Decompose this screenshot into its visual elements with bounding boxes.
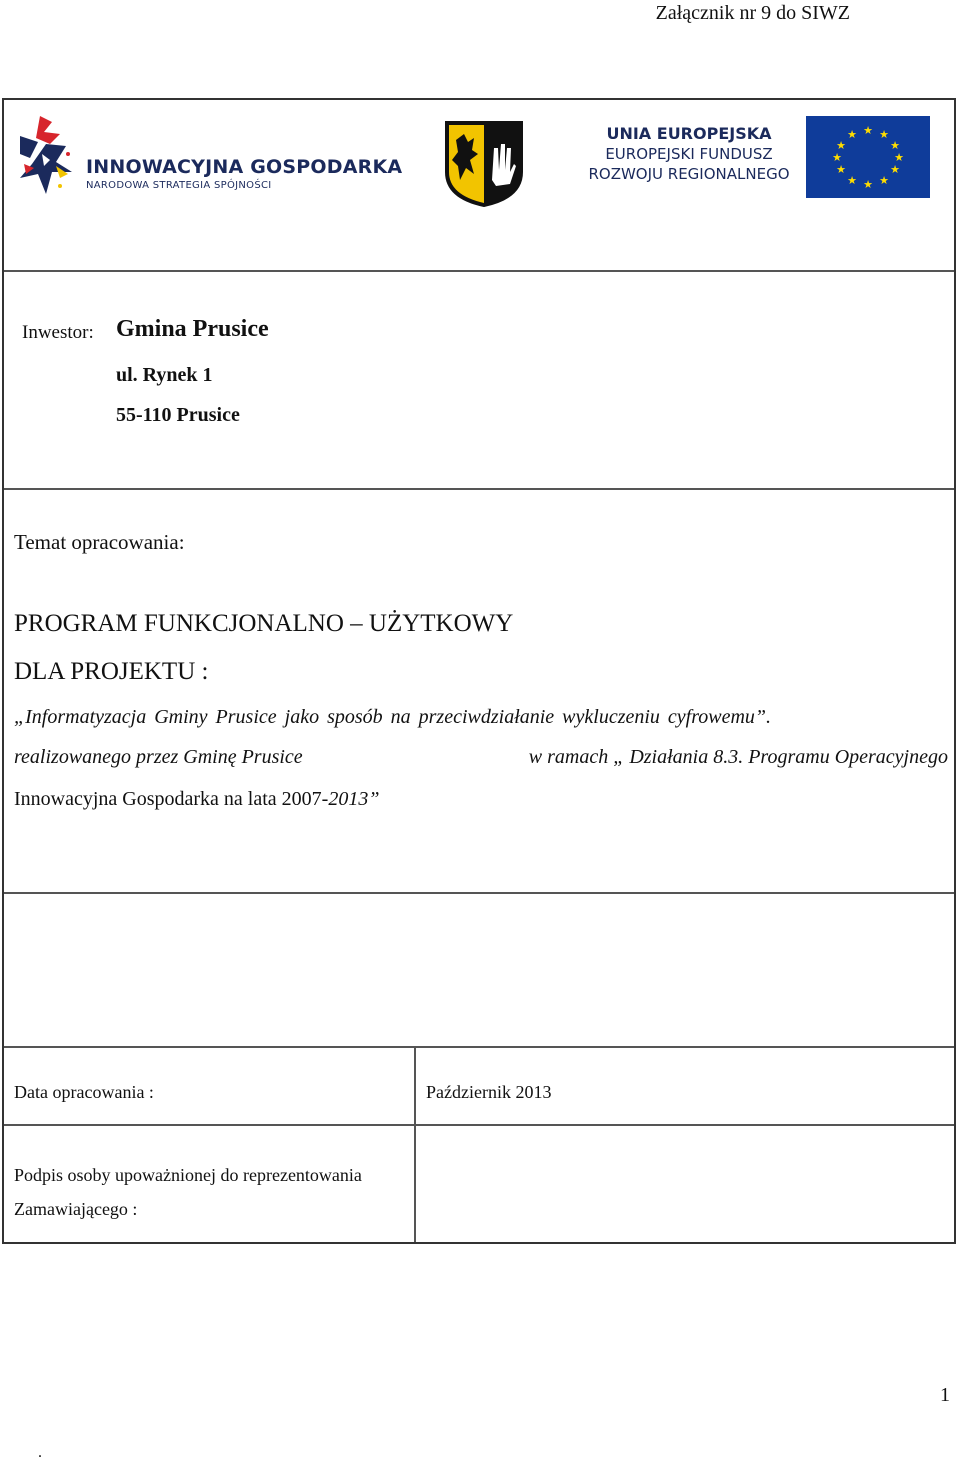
divider-subject — [4, 892, 954, 894]
divider-table-row — [4, 1124, 954, 1126]
investor-address-street: ul. Rynek 1 — [116, 364, 213, 386]
eu-line1: UNIA EUROPEJSKA — [606, 124, 772, 143]
page-number: 1 — [940, 1384, 950, 1406]
signature-label — [14, 1158, 406, 1226]
signature-label-line1: Podpis osoby upoważnionej do reprezentowania — [14, 1165, 362, 1185]
topic-label: Temat opracowania: — [14, 530, 185, 554]
svg-text:★: ★ — [879, 128, 889, 141]
investor-name: Gmina Prusice — [116, 316, 269, 342]
svg-text:★: ★ — [847, 128, 857, 141]
svg-text:★: ★ — [847, 174, 857, 187]
project-description-line2 — [14, 746, 948, 769]
attachment-label: Załącznik nr 9 do SIWZ — [655, 2, 850, 24]
project-line3-part-a: Innowacyjna Gospodarka na lata 2007- — [14, 788, 329, 810]
svg-text:★: ★ — [894, 151, 904, 164]
date-label: Data opracowania : — [14, 1082, 154, 1102]
svg-text:★: ★ — [836, 163, 846, 176]
ig-title: INNOWACYJNA GOSPODARKA — [86, 156, 403, 178]
ig-subtitle: NARODOWA STRATEGIA SPÓJNOŚCI — [86, 180, 272, 191]
eu-text-block — [584, 124, 794, 184]
divider-table-top — [4, 1046, 954, 1048]
divider-investor — [4, 488, 954, 490]
project-name: „Informatyzacja Gminy Prusice jako sposób na przeciwdziałanie wykluczeniu cyfrowemu”. — [14, 706, 772, 728]
eu-line3: ROZWOJU REGIONALNEGO — [588, 165, 790, 183]
eu-line2: EUROPEJSKI FUNDUSZ — [605, 145, 773, 163]
investor-address-city: 55-110 Prusice — [116, 404, 240, 426]
eu-flag-icon — [806, 116, 930, 198]
project-line2-part-b: w ramach „ Działania 8.3. Programu Operacyjnego — [528, 746, 948, 768]
svg-text:★: ★ — [836, 139, 846, 152]
project-description-line3 — [14, 788, 379, 811]
project-line2-part-a: realizowanego przez Gminę Prusice — [14, 746, 303, 768]
divider-logos — [4, 270, 954, 272]
svg-text:★: ★ — [832, 151, 842, 164]
innowacyjna-gospodarka-logo — [16, 114, 403, 204]
svg-text:★: ★ — [890, 163, 900, 176]
footer-dot: . — [38, 1444, 42, 1461]
table-column-divider — [414, 1046, 416, 1242]
svg-text:★: ★ — [890, 139, 900, 152]
svg-text:★: ★ — [879, 174, 889, 187]
program-subtitle: DLA PROJEKTU : — [14, 658, 209, 685]
project-line3-part-b: 2013” — [328, 788, 380, 810]
ig-star-icon — [16, 114, 78, 198]
program-title: PROGRAM FUNKCJONALNO – UŻYTKOWY — [14, 610, 514, 637]
prusice-crest-icon — [444, 120, 524, 208]
title-sheet-frame — [2, 98, 956, 1244]
svg-text:★: ★ — [863, 178, 873, 191]
investor-label: Inwestor: — [22, 322, 94, 343]
date-value: Październik 2013 — [426, 1082, 552, 1102]
signature-label-line2: Zamawiającego : — [14, 1199, 138, 1219]
svg-text:★: ★ — [863, 124, 873, 137]
